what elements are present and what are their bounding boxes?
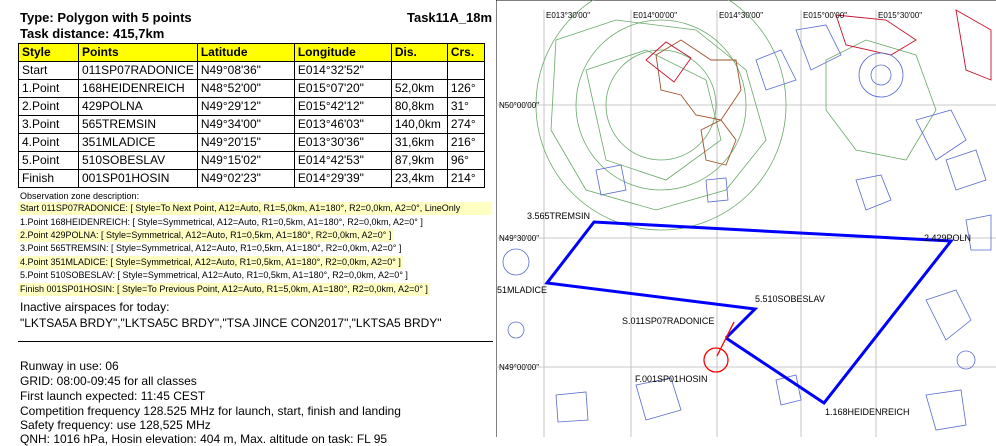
- table-cell: 31°: [447, 98, 484, 116]
- point-label-sobeslav: 5.510SOBESLAV: [755, 294, 825, 304]
- table-row: [19, 98, 485, 116]
- observation-zone-line: Start 011SP07RADONICE: [ Style=To Next Point, A12=Auto, R1=5,0km, A1=180°, R2=0,0km, A2=0°, LineOnly: [18, 202, 492, 215]
- table-cell: 4.Point: [19, 134, 79, 152]
- observation-zone-line: 4.Point 351MLADICE: [ Style=Symmetrical, A12=Auto, R1=0,5km, A1=180°, R2=0,0km, A2=0° ]: [20, 257, 401, 267]
- observation-zone-line: 1.Point 168HEIDENREICH: [ Style=Symmetrical, A12=Auto, R1=0,5km, A1=180°, R2=0,0km, A2=0° ]: [20, 217, 423, 227]
- inactive-airspaces-title: Inactive airspaces for today:: [20, 300, 170, 314]
- section-divider: [18, 341, 493, 342]
- table-cell: [447, 62, 484, 80]
- info-line: Runway in use: 06: [20, 359, 119, 373]
- lon-label: E014°00'00": [633, 11, 678, 20]
- point-label-heidenreich: 1.168HEIDENREICH: [825, 407, 910, 417]
- table-cell: 001SP01HOSIN: [79, 170, 198, 188]
- table-cell: 140,0km: [391, 116, 447, 134]
- table-cell: 31,6km: [391, 134, 447, 152]
- task-distance: Task distance: 415,7km: [20, 26, 165, 41]
- column-header: Latitude: [197, 44, 294, 62]
- table-cell: 87,9km: [391, 152, 447, 170]
- table-cell: 80,8km: [391, 98, 447, 116]
- info-line: GRID: 08:00-09:45 for all classes: [20, 374, 197, 388]
- table-cell: 274°: [447, 116, 484, 134]
- lat-label: N50°00'00": [499, 101, 540, 110]
- point-label-polna: 2.429POLN: [924, 233, 972, 243]
- table-cell: E014°29'39": [294, 170, 391, 188]
- table-cell: 168HEIDENREICH: [79, 80, 198, 98]
- task-id: Task11A_18m: [407, 10, 493, 25]
- table-cell: E014°32'52": [294, 62, 391, 80]
- task-sheet: [0, 0, 496, 446]
- table-cell: N49°15'02": [197, 152, 294, 170]
- observation-zone-line: 5.Point 510SOBESLAV: [ Style=Symmetrical, A12=Auto, R1=0,5km, A1=180°, R2=0,0km, A2=0° ]: [20, 270, 408, 280]
- info-line: First launch expected: 11:45 CEST: [20, 389, 206, 403]
- table-cell: N49°02'23": [197, 170, 294, 188]
- table-cell: E013°46'03": [294, 116, 391, 134]
- observation-zone-line: 2.Point 429POLNA: [ Style=Symmetrical, A12=Auto, R1=0,5km, A1=180°, R2=0,0km, A2=0° ]: [20, 230, 392, 240]
- table-cell: N49°08'36": [197, 62, 294, 80]
- table-cell: Start: [19, 62, 79, 80]
- info-line: Safety frequency: use 128,525 MHz: [20, 418, 211, 432]
- task-type: Type: Polygon with 5 points: [20, 10, 192, 25]
- column-header: Crs.: [447, 44, 484, 62]
- table-cell: 1.Point: [19, 80, 79, 98]
- table-row: [19, 152, 485, 170]
- table-cell: 3.Point: [19, 116, 79, 134]
- table-cell: 565TREMSIN: [79, 116, 198, 134]
- lat-label: N49°30'00": [499, 234, 540, 243]
- table-row: [19, 170, 485, 188]
- observation-zone-title: Observation zone description:: [20, 191, 140, 201]
- table-cell: [391, 62, 447, 80]
- table-row: [19, 134, 485, 152]
- point-label-hosin: F.001SP01HOSIN: [635, 374, 708, 384]
- table-row: [19, 116, 485, 134]
- table-cell: E015°42'12": [294, 98, 391, 116]
- table-cell: N48°52'00": [197, 80, 294, 98]
- table-cell: 510SOBESLAV: [79, 152, 198, 170]
- table-cell: Finish: [19, 170, 79, 188]
- table-header-row: [19, 44, 485, 62]
- inactive-airspaces-list: "LKTSA5A BRDY","LKTSA5C BRDY","TSA JINCE CON2017","LKTSA5 BRDY": [20, 316, 442, 330]
- table-cell: 351MLADICE: [79, 134, 198, 152]
- table-row: [19, 62, 485, 80]
- table-cell: 96°: [447, 152, 484, 170]
- table-cell: E015°07'20": [294, 80, 391, 98]
- column-header: Style: [19, 44, 79, 62]
- lon-label: E015°30'00": [878, 11, 923, 20]
- table-cell: 429POLNA: [79, 98, 198, 116]
- table-cell: 011SP07RADONICE: [79, 62, 198, 80]
- column-header: Dis.: [391, 44, 447, 62]
- table-cell: N49°34'00": [197, 116, 294, 134]
- table-cell: 52,0km: [391, 80, 447, 98]
- info-line: Competition frequency 128.525 MHz for launch, start, finish and landing: [20, 404, 401, 418]
- point-label-mladice: 51MLADICE: [497, 285, 548, 295]
- table-cell: N49°29'12": [197, 98, 294, 116]
- table-cell: 2.Point: [19, 98, 79, 116]
- column-header: Longitude: [294, 44, 391, 62]
- lon-label: E015°00'00": [803, 11, 848, 20]
- table-cell: 5.Point: [19, 152, 79, 170]
- lon-label: E013°30'00": [546, 11, 591, 20]
- table-cell: 126°: [447, 80, 484, 98]
- table-cell: 214°: [447, 170, 484, 188]
- column-header: Points: [79, 44, 198, 62]
- table-cell: 216°: [447, 134, 484, 152]
- lon-label: E014°30'00": [719, 11, 764, 20]
- table-cell: N49°20'15": [197, 134, 294, 152]
- table-cell: E013°30'36": [294, 134, 391, 152]
- table-cell: 23,4km: [391, 170, 447, 188]
- point-label-tremsin: 3.565TREMSIN: [527, 211, 591, 221]
- info-line: QNH: 1016 hPa, Hosin elevation: 404 m, Max. altitude on task: FL 95: [20, 432, 388, 446]
- turnpoint-table: [18, 43, 485, 188]
- lat-label: N49°00'00": [499, 363, 540, 372]
- point-label-radonice: S.011SP07RADONICE: [622, 316, 715, 326]
- table-cell: E014°42'53": [294, 152, 391, 170]
- observation-zone-line: Finish 001SP01HOSIN: [ Style=To Previous Point, A12=Auto, R1=5,0km, A1=180°, R2=0,0km, A2=0° ]: [20, 284, 428, 294]
- task-map: [496, 0, 996, 437]
- observation-zone-line: 3.Point 565TREMSIN: [ Style=Symmetrical, A12=Auto, R1=0,5km, A1=180°, R2=0,0km, A2=0° ]: [20, 243, 402, 253]
- table-row: [19, 80, 485, 98]
